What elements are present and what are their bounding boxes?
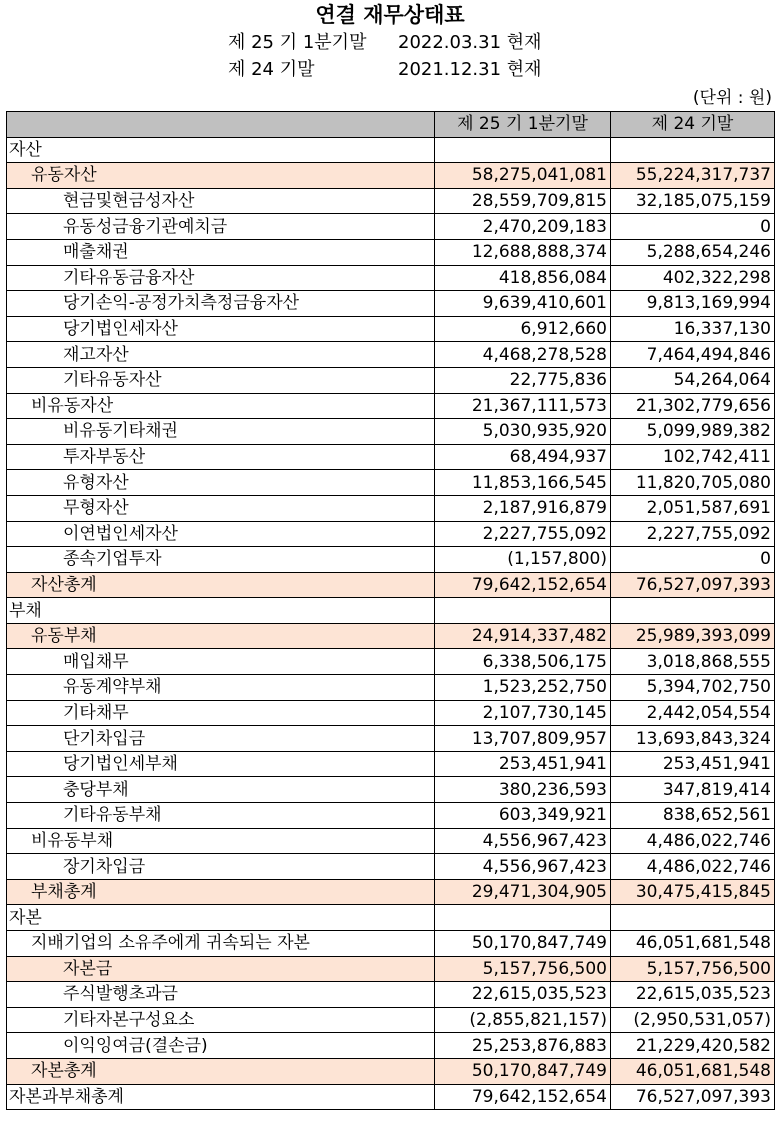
- prior-period-value: 55,224,317,737: [611, 163, 775, 189]
- prior-period-value: (2,950,531,057): [611, 1007, 775, 1033]
- account-name: 기타채무: [7, 700, 435, 726]
- current-period-value: 79,642,152,654: [435, 1084, 611, 1110]
- prior-period-value: 76,527,097,393: [611, 1084, 775, 1110]
- table-row: [7, 342, 775, 368]
- account-name: 이연법인세자산: [7, 521, 435, 547]
- prior-period-value: 21,229,420,582: [611, 1033, 775, 1059]
- account-name: 현금및현금성자산: [7, 188, 435, 214]
- account-name: 유동계약부채: [7, 675, 435, 701]
- account-name: 장기차입금: [7, 854, 435, 880]
- account-name: 당기법인세부채: [7, 751, 435, 777]
- prior-period-value: 46,051,681,548: [611, 931, 775, 957]
- period-date: 2021.12.31 현재: [398, 59, 542, 80]
- current-period-value: 603,349,921: [435, 803, 611, 829]
- current-period-value: 253,451,941: [435, 751, 611, 777]
- account-name: 단기차입금: [7, 726, 435, 752]
- table-row: [7, 188, 775, 214]
- prior-period-value: 347,819,414: [611, 777, 775, 803]
- current-period-value: 2,107,730,145: [435, 700, 611, 726]
- table-row: [7, 777, 775, 803]
- account-name: 자본과부채총계: [7, 1084, 435, 1110]
- table-row: [7, 982, 775, 1008]
- period-label: 제 24 기말: [228, 59, 315, 80]
- current-period-value: 380,236,593: [435, 777, 611, 803]
- account-name: 비유동자산: [7, 393, 435, 419]
- table-row: [7, 265, 775, 291]
- current-period-value: 6,338,506,175: [435, 649, 611, 675]
- account-name: 유형자산: [7, 470, 435, 496]
- period-prior: [228, 57, 542, 84]
- account-name: 기타유동자산: [7, 367, 435, 393]
- period-date: 2022.03.31 현재: [398, 32, 542, 53]
- table-row: [7, 726, 775, 752]
- table-row: [7, 751, 775, 777]
- prior-period-value: 5,288,654,246: [611, 239, 775, 265]
- period-label: 제 25 기 1분기말: [228, 32, 367, 53]
- current-period-value: 24,914,337,482: [435, 623, 611, 649]
- table-row: [7, 572, 775, 598]
- current-period-value: 4,556,967,423: [435, 828, 611, 854]
- prior-period-value: 32,185,075,159: [611, 188, 775, 214]
- prior-period-value: 2,227,755,092: [611, 521, 775, 547]
- account-name: 당기법인세자산: [7, 316, 435, 342]
- current-period-value: 13,707,809,957: [435, 726, 611, 752]
- account-name: 자본총계: [7, 1058, 435, 1084]
- table-row: [7, 444, 775, 470]
- column-header-prior: 제 24 기말: [611, 112, 775, 138]
- table-row: [7, 598, 775, 624]
- unit-label: (단위 : 원): [692, 88, 772, 108]
- table-row: [7, 291, 775, 317]
- prior-period-value: 253,451,941: [611, 751, 775, 777]
- prior-period-value: 25,989,393,099: [611, 623, 775, 649]
- current-period-value: 29,471,304,905: [435, 879, 611, 905]
- table-row: [7, 239, 775, 265]
- column-header-current: 제 25 기 1분기말: [435, 112, 611, 138]
- period-current: [228, 30, 542, 57]
- prior-period-value: 4,486,022,746: [611, 854, 775, 880]
- prior-period-value: 9,813,169,994: [611, 291, 775, 317]
- current-period-value: 4,468,278,528: [435, 342, 611, 368]
- prior-period-value: 11,820,705,080: [611, 470, 775, 496]
- column-header-account: [7, 112, 435, 138]
- current-period-value: 2,470,209,183: [435, 214, 611, 240]
- prior-period-value: 5,157,756,500: [611, 956, 775, 982]
- prior-period-value: 7,464,494,846: [611, 342, 775, 368]
- period-info: [228, 30, 542, 84]
- table-row: [7, 393, 775, 419]
- current-period-value: 58,275,041,081: [435, 163, 611, 189]
- current-period-value: 50,170,847,749: [435, 931, 611, 957]
- current-period-value: 25,253,876,883: [435, 1033, 611, 1059]
- current-period-value: (1,157,800): [435, 547, 611, 573]
- prior-period-value: 4,486,022,746: [611, 828, 775, 854]
- prior-period-value: 46,051,681,548: [611, 1058, 775, 1084]
- current-period-value: 22,615,035,523: [435, 982, 611, 1008]
- current-period-value: 68,494,937: [435, 444, 611, 470]
- table-row: [7, 675, 775, 701]
- account-name: 종속기업투자: [7, 547, 435, 573]
- account-name: 지배기업의 소유주에게 귀속되는 자본: [7, 931, 435, 957]
- statement-title: 연결 재무상태표: [315, 3, 465, 27]
- account-name: 매출채권: [7, 239, 435, 265]
- account-name: 자산: [7, 137, 435, 163]
- current-period-value: [435, 905, 611, 931]
- account-name: 당기손익-공정가치측정금융자산: [7, 291, 435, 317]
- table-row: [7, 163, 775, 189]
- table-header-row: [7, 112, 775, 138]
- table-row: [7, 1084, 775, 1110]
- table-row: [7, 1007, 775, 1033]
- prior-period-value: 22,615,035,523: [611, 982, 775, 1008]
- prior-period-value: 102,742,411: [611, 444, 775, 470]
- prior-period-value: 5,099,989,382: [611, 419, 775, 445]
- current-period-value: 2,187,916,879: [435, 495, 611, 521]
- current-period-value: 50,170,847,749: [435, 1058, 611, 1084]
- table-row: [7, 879, 775, 905]
- prior-period-value: [611, 137, 775, 163]
- current-period-value: (2,855,821,157): [435, 1007, 611, 1033]
- prior-period-value: 402,322,298: [611, 265, 775, 291]
- account-name: 이익잉여금(결손금): [7, 1033, 435, 1059]
- current-period-value: 5,030,935,920: [435, 419, 611, 445]
- current-period-value: [435, 137, 611, 163]
- table-row: [7, 495, 775, 521]
- account-name: 자본: [7, 905, 435, 931]
- prior-period-value: 2,442,054,554: [611, 700, 775, 726]
- table-row: [7, 470, 775, 496]
- current-period-value: 22,775,836: [435, 367, 611, 393]
- account-name: 기타자본구성요소: [7, 1007, 435, 1033]
- account-name: 기타유동금융자산: [7, 265, 435, 291]
- table-row: [7, 547, 775, 573]
- table-row: [7, 419, 775, 445]
- prior-period-value: 0: [611, 547, 775, 573]
- account-name: 주식발행초과금: [7, 982, 435, 1008]
- table-row: [7, 803, 775, 829]
- table-row: [7, 521, 775, 547]
- account-name: 비유동부채: [7, 828, 435, 854]
- current-period-value: [435, 598, 611, 624]
- table-row: [7, 137, 775, 163]
- current-period-value: 12,688,888,374: [435, 239, 611, 265]
- account-name: 기타유동부채: [7, 803, 435, 829]
- current-period-value: 79,642,152,654: [435, 572, 611, 598]
- account-name: 충당부채: [7, 777, 435, 803]
- prior-period-value: 21,302,779,656: [611, 393, 775, 419]
- balance-sheet-table: [6, 111, 775, 1110]
- prior-period-value: 54,264,064: [611, 367, 775, 393]
- prior-period-value: 13,693,843,324: [611, 726, 775, 752]
- account-name: 매입채무: [7, 649, 435, 675]
- prior-period-value: 838,652,561: [611, 803, 775, 829]
- account-name: 자산총계: [7, 572, 435, 598]
- current-period-value: 9,639,410,601: [435, 291, 611, 317]
- account-name: 유동성금융기관예치금: [7, 214, 435, 240]
- current-period-value: 1,523,252,750: [435, 675, 611, 701]
- account-name: 부채총계: [7, 879, 435, 905]
- table-row: [7, 854, 775, 880]
- table-row: [7, 623, 775, 649]
- current-period-value: 2,227,755,092: [435, 521, 611, 547]
- current-period-value: 6,912,660: [435, 316, 611, 342]
- current-period-value: 418,856,084: [435, 265, 611, 291]
- prior-period-value: [611, 905, 775, 931]
- table-row: [7, 931, 775, 957]
- account-name: 비유동기타채권: [7, 419, 435, 445]
- account-name: 유동부채: [7, 623, 435, 649]
- table-row: [7, 828, 775, 854]
- current-period-value: 4,556,967,423: [435, 854, 611, 880]
- prior-period-value: 0: [611, 214, 775, 240]
- prior-period-value: 2,051,587,691: [611, 495, 775, 521]
- table-row: [7, 214, 775, 240]
- table-row: [7, 905, 775, 931]
- account-name: 자본금: [7, 956, 435, 982]
- table-row: [7, 1033, 775, 1059]
- prior-period-value: 16,337,130: [611, 316, 775, 342]
- prior-period-value: 30,475,415,845: [611, 879, 775, 905]
- current-period-value: 21,367,111,573: [435, 393, 611, 419]
- prior-period-value: 76,527,097,393: [611, 572, 775, 598]
- table-row: [7, 700, 775, 726]
- table-row: [7, 649, 775, 675]
- current-period-value: 11,853,166,545: [435, 470, 611, 496]
- current-period-value: 28,559,709,815: [435, 188, 611, 214]
- table-row: [7, 1058, 775, 1084]
- table-row: [7, 316, 775, 342]
- account-name: 재고자산: [7, 342, 435, 368]
- table-row: [7, 956, 775, 982]
- account-name: 유동자산: [7, 163, 435, 189]
- prior-period-value: [611, 598, 775, 624]
- current-period-value: 5,157,756,500: [435, 956, 611, 982]
- prior-period-value: 5,394,702,750: [611, 675, 775, 701]
- account-name: 투자부동산: [7, 444, 435, 470]
- table-row: [7, 367, 775, 393]
- account-name: 무형자산: [7, 495, 435, 521]
- account-name: 부채: [7, 598, 435, 624]
- prior-period-value: 3,018,868,555: [611, 649, 775, 675]
